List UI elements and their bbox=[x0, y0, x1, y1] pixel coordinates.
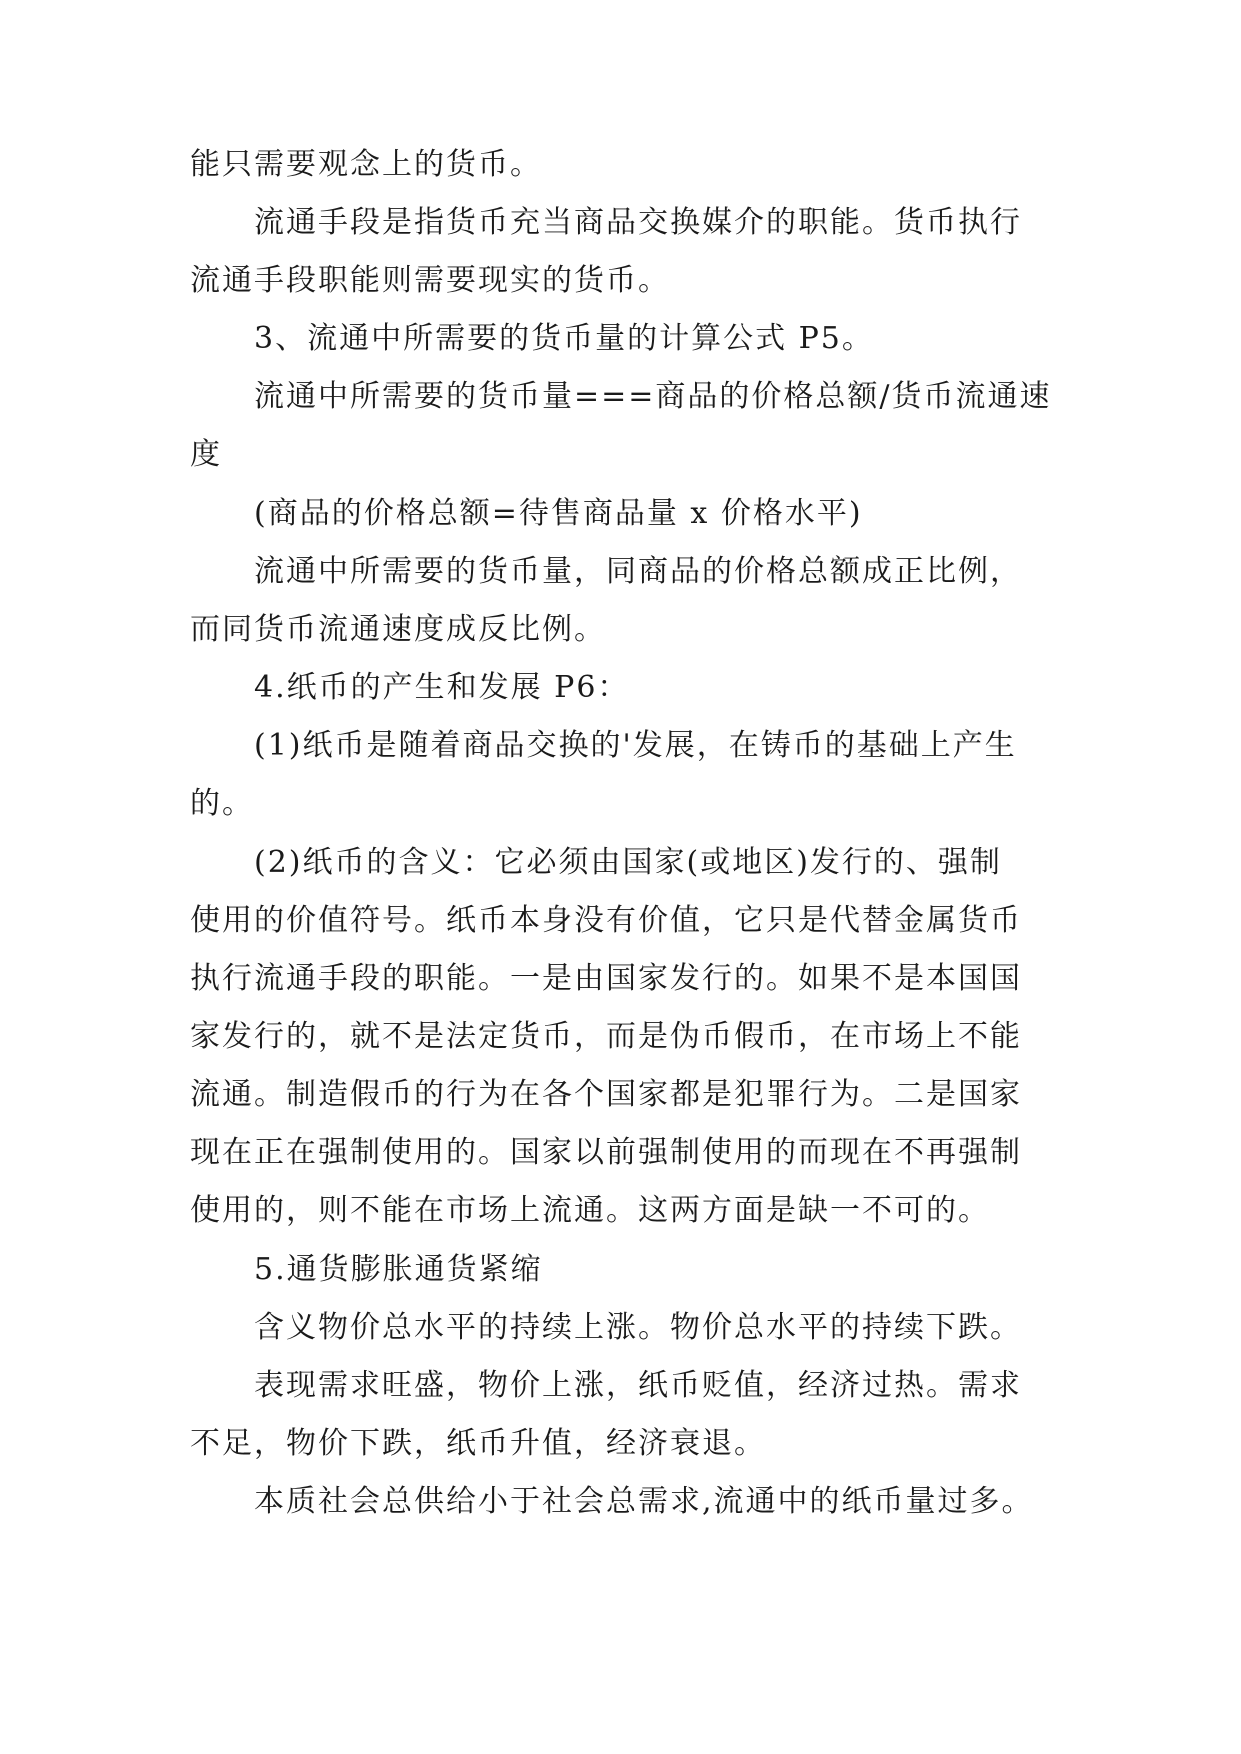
text-line: 使用的价值符号。纸币本身没有价值，它只是代替金属货币 bbox=[190, 903, 1022, 938]
text-line: 家发行的，就不是法定货币，而是伪币假币，在市场上不能 bbox=[190, 1019, 1022, 1054]
text-line: 能只需要观念上的货币。 bbox=[190, 147, 542, 182]
text-line: 4.纸币的产生和发展 P6： bbox=[254, 670, 630, 705]
text-line: 流通手段职能则需要现实的货币。 bbox=[190, 263, 670, 298]
text-line: 度 bbox=[190, 437, 222, 472]
text-line: 流通中所需要的货币量，同商品的价格总额成正比例， bbox=[254, 554, 1022, 589]
text-line: 本质社会总供给小于社会总需求,流通中的纸币量过多。 bbox=[254, 1484, 1034, 1519]
text-line: 的。 bbox=[190, 786, 254, 821]
text-line: 现在正在强制使用的。国家以前强制使用的而现在不再强制 bbox=[190, 1135, 1022, 1170]
text-line: 3、流通中所需要的货币量的计算公式 P5。 bbox=[254, 321, 874, 356]
text-line: 5.通货膨胀通货紧缩 bbox=[254, 1252, 543, 1287]
text-line: 含义物价总水平的持续上涨。物价总水平的持续下跌。 bbox=[254, 1310, 1022, 1345]
text-line: 表现需求旺盛，物价上涨，纸币贬值，经济过热。需求 bbox=[254, 1368, 1022, 1403]
text-line: 使用的，则不能在市场上流通。这两方面是缺一不可的。 bbox=[190, 1193, 990, 1228]
text-line: 执行流通手段的职能。一是由国家发行的。如果不是本国国 bbox=[190, 961, 1022, 996]
text-line: 流通。制造假币的行为在各个国家都是犯罪行为。二是国家 bbox=[190, 1077, 1022, 1112]
text-line: (2)纸币的含义：它必须由国家(或地区)发行的、强制 bbox=[254, 845, 1002, 880]
text-line: 流通手段是指货币充当商品交换媒介的职能。货币执行 bbox=[254, 205, 1022, 240]
text-line: 不足，物价下跌，纸币升值，经济衰退。 bbox=[190, 1426, 766, 1461]
text-line: 而同货币流通速度成反比例。 bbox=[190, 612, 606, 647]
text-line: 流通中所需要的货币量===商品的价格总额/货币流通速 bbox=[254, 379, 1052, 414]
text-line: (1)纸币是随着商品交换的'发展，在铸币的基础上产生 bbox=[254, 728, 1017, 763]
text-line: (商品的价格总额=待售商品量 x 价格水平) bbox=[254, 496, 863, 531]
